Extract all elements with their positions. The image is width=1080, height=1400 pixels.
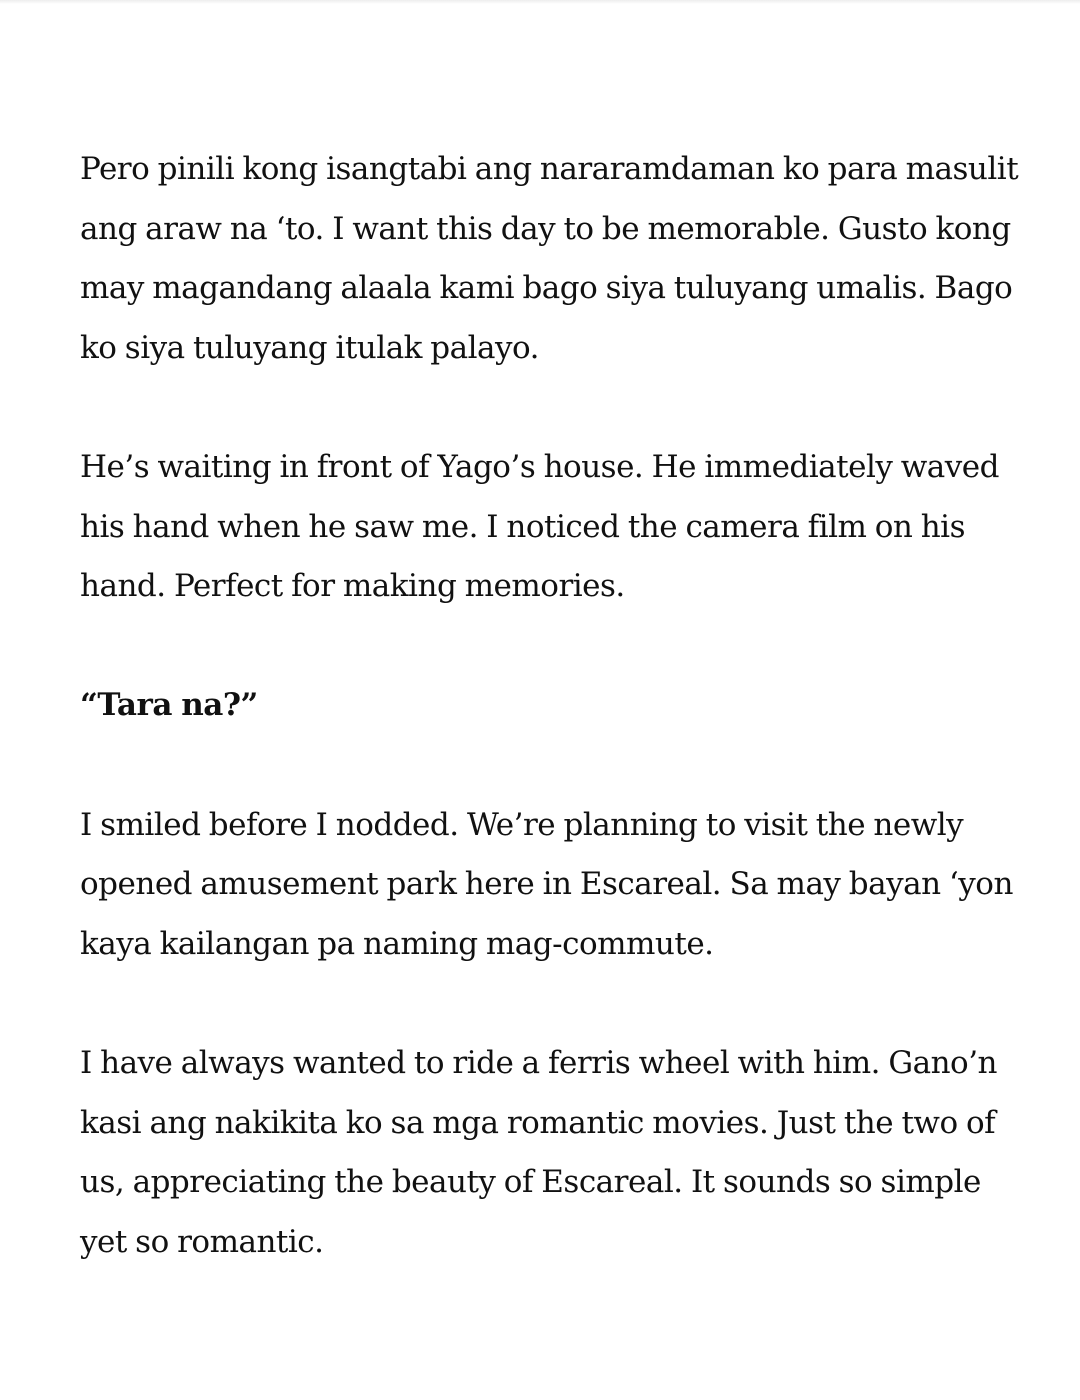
story-paragraph: I smiled before I nodded. We’re planning to visit the newly opened amusement park here in Escareal. Sa may bayan ‘yon kaya kailangan pa naming mag-commute. xyxy=(80,806,1013,962)
dialogue-line: “Tara na?” xyxy=(80,687,258,724)
story-paragraph: He’s waiting in front of Yago’s house. He immediately waved his hand when he saw me. I noticed the camera film on his hand. Perfect for making memories. xyxy=(80,448,999,605)
story-paragraph: Pero pinili kong isangtabi ang nararamdaman ko para masulit ang araw na ‘to. I want this day to be memorable. Gusto kong may magandang alaala kami bago siya tuluyang umalis. Bago ko siya tuluyang itulak palayo. xyxy=(80,151,1019,366)
story-reader xyxy=(80,140,1020,1332)
story-paragraph: I have always wanted to ride a ferris wheel with him. Gano’n kasi ang nakikita ko sa mga romantic movies. Just the two of us, appreciating the beauty of Escareal. It sounds so simple yet so romantic. xyxy=(80,1044,998,1260)
top-edge-shadow xyxy=(0,0,1080,4)
